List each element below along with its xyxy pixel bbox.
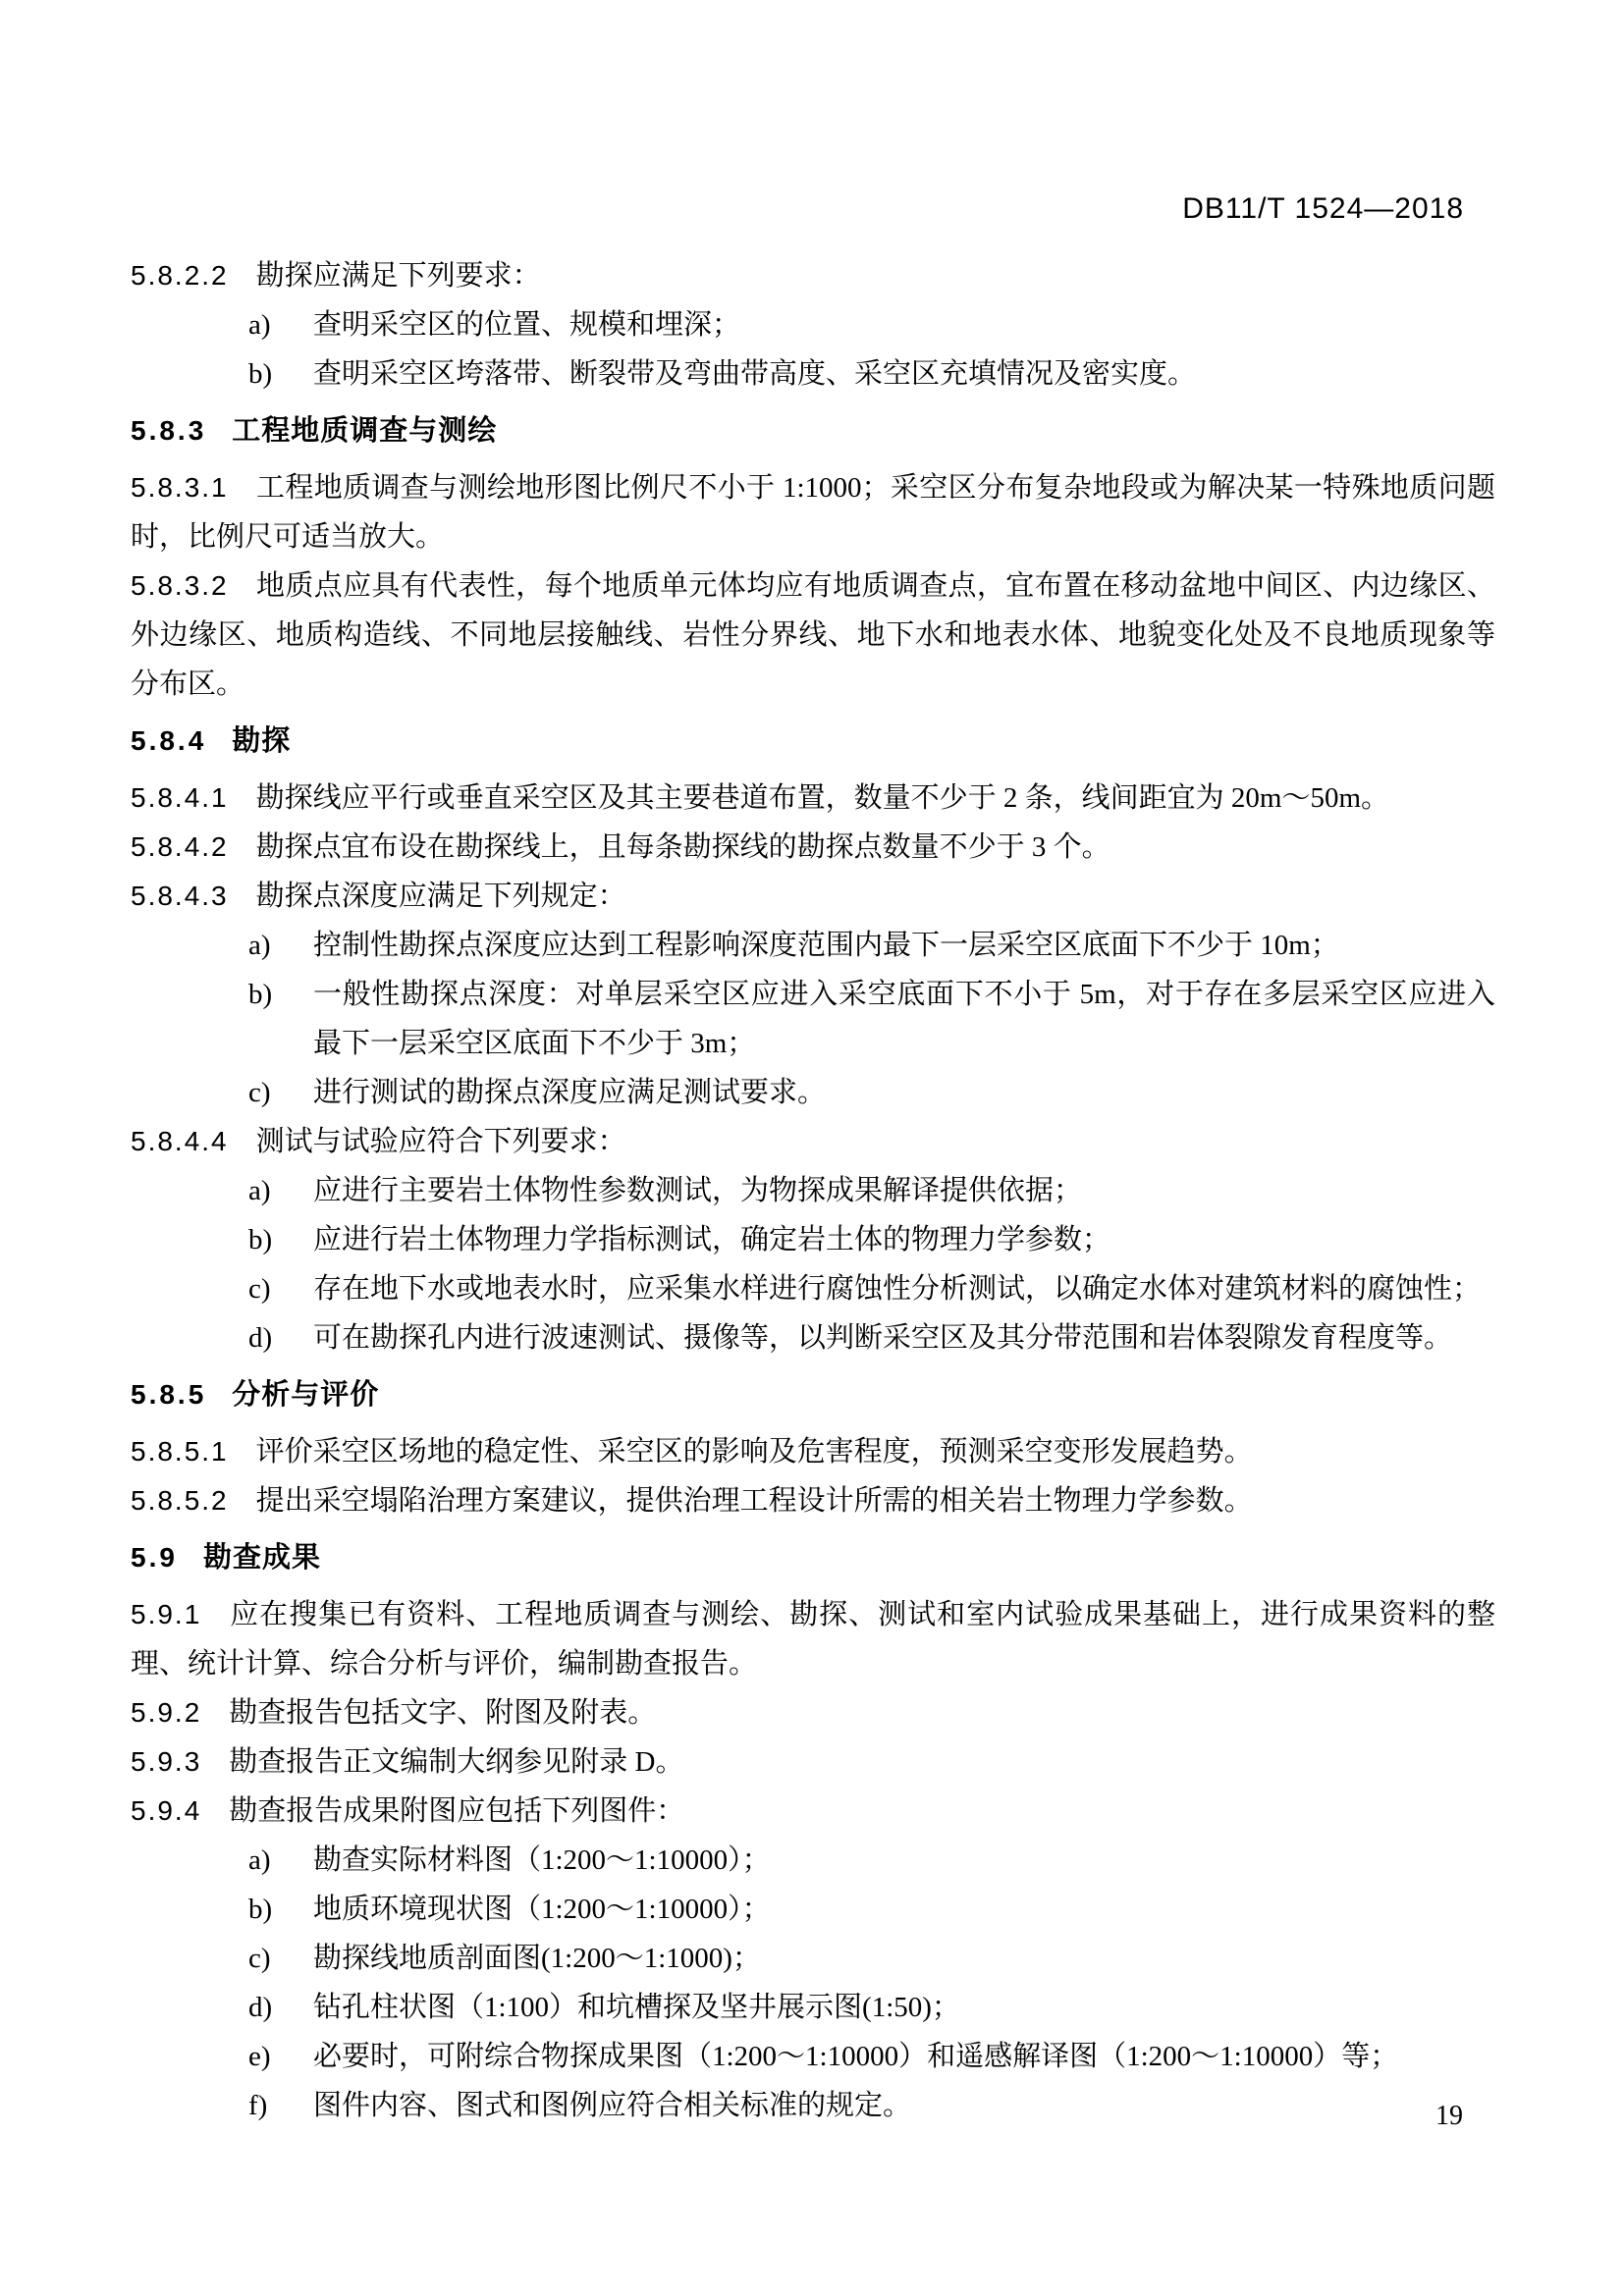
clause-paragraph — [131, 823, 1495, 872]
clause-paragraph — [131, 872, 1495, 921]
clause-number: 5.9.3 — [131, 1746, 202, 1777]
list-item — [131, 1836, 1495, 1885]
list-item — [131, 1215, 1495, 1264]
clause-number: 5.8.2.2 — [131, 260, 229, 291]
list-item — [131, 1885, 1495, 1934]
list-item-text: 勘探线地质剖面图(1:200～1:1000)； — [313, 1943, 761, 1974]
clause-text: 应在搜集已有资料、工程地质调查与测绘、勘探、测试和室内试验成果基础上，进行成果资料的整理、统计计算、综合分析与评价，编制勘查报告。 — [131, 1599, 1495, 1680]
clause-paragraph — [131, 1737, 1495, 1787]
clause-text: 勘探线应平行或垂直采空区及其主要巷道布置，数量不少于 2 条，线间距宜为 20m～50m。 — [255, 782, 1390, 814]
section-number: 5.8.5 — [131, 1379, 207, 1410]
list-item-letter: e) — [248, 2041, 271, 2072]
section-title: 勘查成果 — [202, 1542, 321, 1574]
clause-text: 测试与试验应符合下列要求： — [255, 1126, 626, 1157]
clause-paragraph — [131, 561, 1495, 709]
standard-number: DB11/T 1524—2018 — [1182, 192, 1464, 225]
clause-number: 5.8.3.1 — [131, 472, 229, 503]
section-number: 5.9 — [131, 1542, 178, 1573]
list-item-letter: c) — [248, 1943, 271, 1974]
clause-paragraph — [131, 1427, 1495, 1476]
document-content — [131, 251, 1495, 2130]
list-item-letter: f) — [248, 2090, 268, 2121]
section-number: 5.8.3 — [131, 415, 207, 446]
clause-paragraph — [131, 1787, 1495, 1836]
list-item-letter: b) — [248, 358, 273, 390]
clause-paragraph — [131, 251, 1495, 300]
clause-number: 5.9.4 — [131, 1795, 202, 1826]
list-item-letter: a) — [248, 930, 271, 961]
list-item-text: 存在地下水或地表水时，应采集水样进行腐蚀性分析测试，以确定水体对建筑材料的腐蚀性； — [313, 1273, 1482, 1305]
list-item-text: 应进行主要岩土体物性参数测试，为物探成果解译提供依据； — [313, 1175, 1083, 1206]
clause-text: 评价采空区场地的稳定性、采空区的影响及危害程度，预测采空变形发展趋势。 — [255, 1436, 1253, 1468]
list-item-text: 查明采空区垮落带、断裂带及弯曲带高度、采空区充填情况及密实度。 — [313, 358, 1197, 390]
list-item — [131, 1934, 1495, 1983]
clause-text: 勘查报告成果附图应包括下列图件： — [229, 1795, 685, 1827]
list-item-text: 图件内容、图式和图例应符合相关标准的规定。 — [313, 2090, 912, 2121]
list-item-text: 应进行岩土体物理力学指标测试，确定岩土体的物理力学参数； — [313, 1224, 1111, 1255]
section-heading — [131, 1533, 1495, 1582]
section-title: 工程地质调查与测绘 — [232, 415, 498, 447]
clause-number: 5.8.4.2 — [131, 831, 229, 862]
section-heading — [131, 406, 1495, 455]
clause-number: 5.8.5.1 — [131, 1436, 229, 1467]
list-item-text: 查明采空区的位置、规模和埋深； — [313, 309, 741, 341]
clause-number: 5.8.4.4 — [131, 1126, 229, 1156]
clause-number: 5.8.4.3 — [131, 881, 229, 911]
list-item-letter: c) — [248, 1077, 271, 1108]
clause-number: 5.9.1 — [131, 1599, 202, 1629]
list-item — [131, 2032, 1495, 2081]
clause-number: 5.8.5.2 — [131, 1485, 229, 1516]
list-item-letter: a) — [248, 1844, 271, 1876]
list-item — [131, 921, 1495, 970]
list-item — [131, 1068, 1495, 1117]
clause-number: 5.8.3.2 — [131, 570, 229, 601]
clause-number: 5.9.2 — [131, 1697, 202, 1728]
clause-paragraph — [131, 1476, 1495, 1525]
list-item-text: 进行测试的勘探点深度应满足测试要求。 — [313, 1077, 827, 1108]
clause-text: 勘探应满足下列要求： — [255, 260, 541, 292]
list-item-letter: b) — [248, 1894, 273, 1925]
list-item-text: 一般性勘探点深度：对单层采空区应进入采空底面下不小于 5m，对于存在多层采空区应进入最下一层采空区底面下不少于 3m； — [313, 979, 1495, 1059]
section-heading — [131, 1370, 1495, 1419]
list-item-letter: a) — [248, 1175, 271, 1206]
clause-paragraph — [131, 774, 1495, 823]
clause-text: 勘查报告包括文字、附图及附表。 — [229, 1697, 657, 1729]
clause-text: 勘探点深度应满足下列规定： — [255, 881, 626, 912]
list-item-letter: b) — [248, 979, 273, 1010]
list-item-text: 勘查实际材料图（1:200～1:10000）； — [313, 1844, 771, 1876]
list-item-letter: c) — [248, 1273, 271, 1305]
list-item-letter: d) — [248, 1322, 273, 1354]
section-number: 5.8.4 — [131, 725, 207, 756]
clause-text: 提出采空塌陷治理方案建议，提供治理工程设计所需的相关岩土物理力学参数。 — [255, 1485, 1253, 1517]
section-title: 分析与评价 — [232, 1379, 380, 1411]
clause-text: 工程地质调查与测绘地形图比例尺不小于 1:1000；采空区分布复杂地段或为解决某一特殊地质问题时，比例尺可适当放大。 — [131, 472, 1495, 553]
list-item — [131, 1166, 1495, 1215]
list-item — [131, 1313, 1495, 1362]
clause-number: 5.8.4.1 — [131, 782, 229, 813]
list-item — [131, 970, 1495, 1068]
clause-paragraph — [131, 1590, 1495, 1688]
section-heading — [131, 717, 1495, 766]
clause-text: 勘查报告正文编制大纲参见附录 D。 — [229, 1746, 684, 1778]
page-footer — [1435, 2101, 1463, 2132]
list-item — [131, 1264, 1495, 1313]
list-item-text: 控制性勘探点深度应达到工程影响深度范围内最下一层采空区底面下不少于 10m； — [313, 930, 1339, 961]
list-item-text: 钻孔柱状图（1:100）和坑槽探及坚井展示图(1:50)； — [313, 1992, 960, 2023]
list-item-letter: d) — [248, 1992, 273, 2023]
list-item-letter: a) — [248, 309, 271, 341]
section-title: 勘探 — [232, 725, 292, 757]
list-item — [131, 2081, 1495, 2130]
clause-text: 地质点应具有代表性，每个地质单元体均应有地质调查点，宜布置在移动盆地中间区、内边缘区、外边缘区、地质构造线、不同地层接触线、岩性分界线、地下水和地表水体、地貌变化处及不良地质现象等分布区。 — [131, 570, 1495, 700]
clause-paragraph — [131, 463, 1495, 561]
list-item-letter: b) — [248, 1224, 273, 1255]
list-item — [131, 1983, 1495, 2032]
list-item-text: 可在勘探孔内进行波速测试、摄像等，以判断采空区及其分带范围和岩体裂隙发育程度等。 — [313, 1322, 1453, 1354]
list-item — [131, 300, 1495, 349]
list-item-text: 地质环境现状图（1:200～1:10000）； — [313, 1894, 771, 1925]
list-item — [131, 349, 1495, 399]
clause-text: 勘探点宜布设在勘探线上，且每条勘探线的勘探点数量不少于 3 个。 — [255, 831, 1110, 863]
page-number: 19 — [1435, 2101, 1463, 2131]
clause-paragraph — [131, 1688, 1495, 1737]
page-header — [131, 192, 1464, 226]
list-item-text: 必要时，可附综合物探成果图（1:200～1:10000）和遥感解译图（1:200～1:10000）等； — [313, 2041, 1399, 2072]
clause-paragraph — [131, 1117, 1495, 1166]
